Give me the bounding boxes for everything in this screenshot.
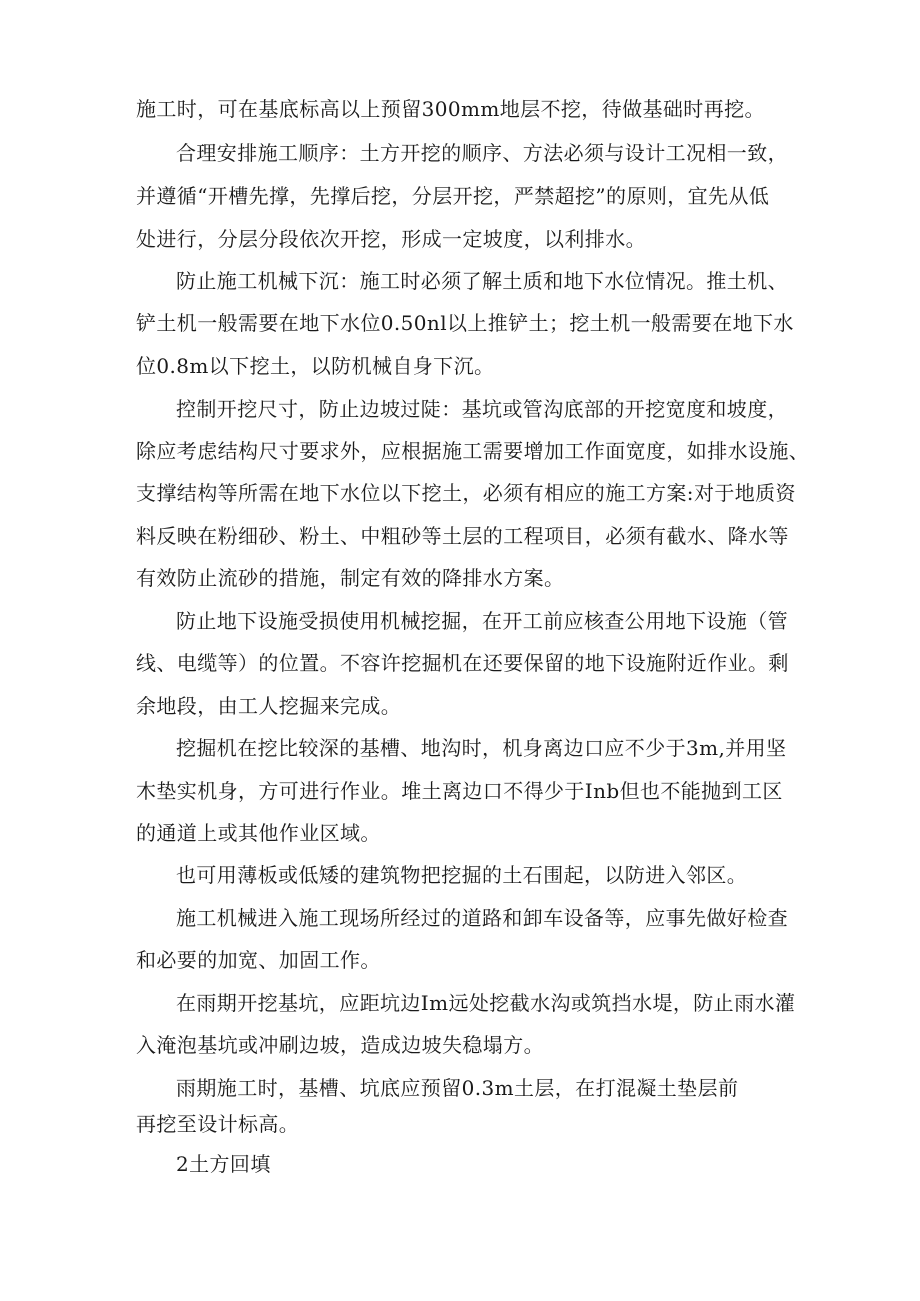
text-line: 和必要的加宽、加固工作。	[136, 948, 381, 972]
text-line: 再挖至设计标高。	[136, 1112, 300, 1136]
text-line: 除应考虑结构尺寸要求外，应根据施工需要增加工作面宽度，如排水设施、	[136, 439, 810, 463]
text-line: 料反映在粉细砂、粉土、中粗砂等土层的工程项目，必须有截水、降水等	[136, 524, 789, 548]
text-line: 木垫实机身，方可进行作业。堆土离边口不得少于Inb但也不能抛到工区	[136, 779, 783, 803]
text-line: 合理安排施工顺序：土方开挖的顺序、方法必须与设计工况相一致，	[176, 141, 788, 165]
text-line: 雨期施工时，基槽、坑底应预留0.3m土层，在打混凝土垫层前	[176, 1076, 739, 1100]
text-line: 在雨期开挖基坑，应距坑边Im远处挖截水沟或筑挡水堤，防止雨水灌	[176, 991, 796, 1015]
text-line: 的通道上或其他作业区域。	[136, 821, 381, 845]
text-line: 铲土机一般需要在地下水位0.50nl以上推铲土；挖土机一般需要在地下水	[136, 311, 794, 335]
text-line: 位0.8m以下挖土，以防机械自身下沉。	[136, 354, 495, 378]
text-line: 并遵循“开槽先撑，先撑后挖，分层开挖，严禁超挖”的原则，宜先从低	[136, 184, 770, 208]
text-line: 也可用薄板或低矮的建筑物把挖掘的土石围起，以防进入邻区。	[176, 863, 748, 887]
section-heading: 2土方回填	[176, 1152, 271, 1176]
text-line: 有效防止流砂的措施，制定有效的降排水方案。	[136, 566, 565, 590]
text-line: 支撑结构等所需在地下水位以下挖土，必须有相应的施工方案:对于地质资	[136, 481, 796, 505]
text-line: 挖掘机在挖比较深的基槽、地沟时，机身离边口应不少于3m,并用坚	[176, 736, 787, 760]
text-line: 余地段，由工人挖掘来完成。	[136, 694, 402, 718]
text-line: 防止施工机械下沉：施工时必须了解土质和地下水位情况。推土机、	[176, 269, 788, 293]
text-line: 线、电缆等）的位置。不容许挖掘机在还要保留的地下设施附近作业。剩	[136, 651, 789, 675]
text-line: 施工机械进入施工现场所经过的道路和卸车设备等，应事先做好检查	[176, 906, 788, 930]
text-line: 防止地下设施受损使用机械挖掘，在开工前应核查公用地下设施（管	[176, 609, 788, 633]
text-line: 施工时，可在基底标高以上预留300mm地层不挖，待做基础时再挖。	[136, 97, 765, 121]
text-line: 控制开挖尺寸，防止边坡过陡：基坑或管沟底部的开挖宽度和坡度，	[176, 397, 788, 421]
text-line: 入淹泡基坑或冲刷边坡，造成边坡失稳塌方。	[136, 1033, 544, 1057]
text-line: 处进行，分层分段依次开挖，形成一定坡度，以利排水。	[136, 227, 646, 251]
